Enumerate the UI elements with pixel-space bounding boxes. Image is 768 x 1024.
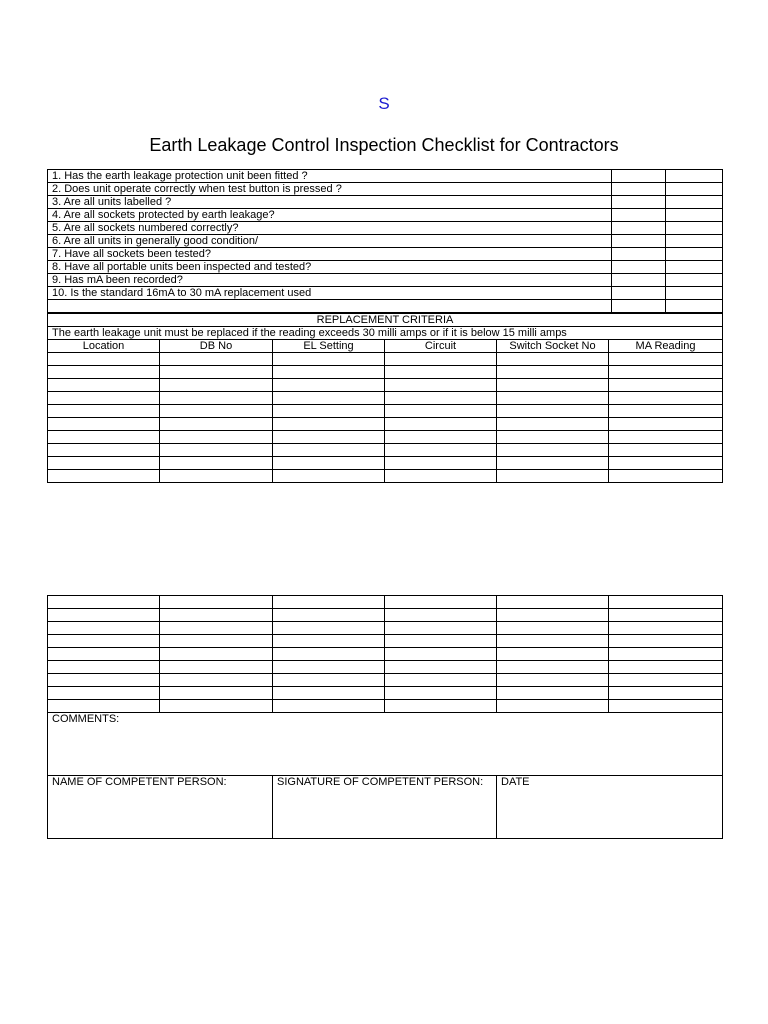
reading-cell[interactable]	[160, 648, 273, 661]
reading-cell[interactable]	[273, 379, 385, 392]
readings-continuation-table	[47, 595, 723, 839]
reading-cell[interactable]	[497, 700, 609, 713]
reading-cell[interactable]	[48, 470, 160, 483]
reading-cell[interactable]	[385, 379, 497, 392]
reading-cell[interactable]	[497, 635, 609, 648]
checklist-no-cell[interactable]	[666, 183, 723, 196]
checklist-yes-cell[interactable]	[612, 209, 666, 222]
checklist-question: 5. Are all sockets numbered correctly?	[48, 222, 612, 235]
checklist-question: 6. Are all units in generally good condition/	[48, 235, 612, 248]
reading-cell[interactable]	[273, 609, 385, 622]
reading-cell[interactable]	[609, 700, 723, 713]
reading-cell[interactable]	[609, 418, 723, 431]
table-row	[48, 405, 723, 418]
reading-cell[interactable]	[48, 418, 160, 431]
reading-cell[interactable]	[497, 470, 609, 483]
replacement-criteria-heading: REPLACEMENT CRITERIA	[48, 314, 723, 327]
reading-cell[interactable]	[385, 635, 497, 648]
table-row	[48, 379, 723, 392]
reading-cell[interactable]	[609, 635, 723, 648]
sign-off-row	[48, 776, 723, 839]
checklist-row	[48, 287, 723, 300]
reading-cell[interactable]	[273, 431, 385, 444]
reading-cell[interactable]	[385, 431, 497, 444]
checklist-row	[48, 300, 723, 313]
reading-cell[interactable]	[609, 661, 723, 674]
table-row	[48, 687, 723, 700]
reading-cell[interactable]	[497, 418, 609, 431]
reading-cell[interactable]	[497, 431, 609, 444]
reading-cell[interactable]	[48, 379, 160, 392]
checklist-no-cell[interactable]	[666, 209, 723, 222]
reading-cell[interactable]	[385, 700, 497, 713]
table-row	[48, 635, 723, 648]
date-label: DATE	[501, 776, 530, 788]
checklist-no-cell[interactable]	[666, 248, 723, 261]
reading-cell[interactable]	[48, 609, 160, 622]
reading-cell[interactable]	[160, 392, 273, 405]
reading-cell[interactable]	[609, 596, 723, 609]
checklist-question: 9. Has mA been recorded?	[48, 274, 612, 287]
checklist-row	[48, 209, 723, 222]
table-row	[48, 661, 723, 674]
table-row	[48, 392, 723, 405]
reading-cell[interactable]	[385, 470, 497, 483]
reading-cell[interactable]	[160, 431, 273, 444]
reading-cell[interactable]	[609, 648, 723, 661]
reading-cell[interactable]	[273, 405, 385, 418]
readings-table	[47, 313, 723, 483]
competent-person-signature-label: SIGNATURE OF COMPETENT PERSON:	[277, 776, 484, 788]
competent-person-name-field[interactable]	[48, 776, 273, 839]
reading-cell[interactable]	[48, 405, 160, 418]
reading-cell[interactable]	[385, 609, 497, 622]
reading-cell[interactable]	[385, 353, 497, 366]
checklist-question: 1. Has the earth leakage protection unit been fitted ?	[48, 170, 612, 183]
table-row	[48, 444, 723, 457]
checklist-row	[48, 183, 723, 196]
checklist-yes-cell[interactable]	[612, 248, 666, 261]
reading-cell[interactable]	[497, 687, 609, 700]
reading-cell[interactable]	[609, 687, 723, 700]
reading-cell[interactable]	[385, 661, 497, 674]
reading-cell[interactable]	[160, 609, 273, 622]
comments-row	[48, 713, 723, 776]
checklist-no-cell[interactable]	[666, 222, 723, 235]
checklist-row	[48, 248, 723, 261]
reading-cell[interactable]	[160, 418, 273, 431]
reading-cell[interactable]	[497, 457, 609, 470]
column-header: Circuit	[385, 340, 497, 353]
checklist-no-cell[interactable]	[666, 235, 723, 248]
reading-cell[interactable]	[497, 596, 609, 609]
reading-cell[interactable]	[385, 674, 497, 687]
checklist-question	[48, 300, 612, 313]
reading-cell[interactable]	[48, 700, 160, 713]
reading-cell[interactable]	[273, 418, 385, 431]
reading-cell[interactable]	[160, 353, 273, 366]
column-header: MA Reading	[609, 340, 723, 353]
reading-cell[interactable]	[609, 353, 723, 366]
reading-cell[interactable]	[48, 431, 160, 444]
checklist-no-cell[interactable]	[666, 196, 723, 209]
reading-cell[interactable]	[497, 366, 609, 379]
reading-cell[interactable]	[497, 609, 609, 622]
reading-cell[interactable]	[273, 457, 385, 470]
checklist-no-cell[interactable]	[666, 274, 723, 287]
reading-cell[interactable]	[385, 444, 497, 457]
reading-cell[interactable]	[609, 622, 723, 635]
reading-cell[interactable]	[48, 353, 160, 366]
reading-cell[interactable]	[609, 379, 723, 392]
comments-label: COMMENTS:	[52, 713, 120, 725]
column-header: Switch Socket No	[497, 340, 609, 353]
reading-cell[interactable]	[160, 687, 273, 700]
reading-cell[interactable]	[609, 431, 723, 444]
reading-cell[interactable]	[48, 596, 160, 609]
reading-cell[interactable]	[48, 661, 160, 674]
reading-cell[interactable]	[609, 444, 723, 457]
reading-cell[interactable]	[273, 635, 385, 648]
checklist-question: 7. Have all sockets been tested?	[48, 248, 612, 261]
reading-cell[interactable]	[385, 366, 497, 379]
reading-cell[interactable]	[160, 379, 273, 392]
table-row	[48, 609, 723, 622]
reading-cell[interactable]	[497, 622, 609, 635]
checklist-yes-cell[interactable]	[612, 196, 666, 209]
reading-cell[interactable]	[609, 674, 723, 687]
reading-cell[interactable]	[160, 596, 273, 609]
competent-person-signature-field[interactable]	[273, 776, 497, 839]
reading-cell[interactable]	[160, 635, 273, 648]
page-title: Earth Leakage Control Inspection Checklist for Contractors	[149, 135, 619, 155]
reading-cell[interactable]	[273, 700, 385, 713]
table-row	[48, 596, 723, 609]
table-row	[48, 622, 723, 635]
reading-cell[interactable]	[160, 674, 273, 687]
reading-cell[interactable]	[609, 366, 723, 379]
reading-cell[interactable]	[385, 596, 497, 609]
reading-cell[interactable]	[385, 622, 497, 635]
reading-cell[interactable]	[48, 444, 160, 457]
checklist-yes-cell[interactable]	[612, 235, 666, 248]
checklist-row	[48, 222, 723, 235]
checklist-row	[48, 261, 723, 274]
checklist-table	[47, 169, 723, 313]
table-row	[48, 470, 723, 483]
reading-cell[interactable]	[273, 622, 385, 635]
reading-cell[interactable]	[160, 661, 273, 674]
checklist-question: 4. Are all sockets protected by earth leakage?	[48, 209, 612, 222]
reading-cell[interactable]	[273, 661, 385, 674]
table-row	[48, 353, 723, 366]
reading-cell[interactable]	[273, 648, 385, 661]
checklist-question: 10. Is the standard 16mA to 30 mA replacement used	[48, 287, 612, 300]
reading-cell[interactable]	[385, 648, 497, 661]
column-header: Location	[48, 340, 160, 353]
checklist-question: 2. Does unit operate correctly when test button is pressed ?	[48, 183, 612, 196]
table-row	[48, 648, 723, 661]
reading-cell[interactable]	[385, 392, 497, 405]
reading-cell[interactable]	[497, 392, 609, 405]
reading-cell[interactable]	[273, 687, 385, 700]
reading-cell[interactable]	[497, 648, 609, 661]
checklist-row	[48, 235, 723, 248]
competent-person-name-label: NAME OF COMPETENT PERSON:	[52, 776, 227, 788]
reading-cell[interactable]	[273, 596, 385, 609]
reading-cell[interactable]	[497, 353, 609, 366]
reading-cell[interactable]	[48, 622, 160, 635]
reading-cell[interactable]	[273, 444, 385, 457]
reading-cell[interactable]	[385, 418, 497, 431]
reading-cell[interactable]	[48, 635, 160, 648]
reading-cell[interactable]	[609, 470, 723, 483]
table-row	[48, 366, 723, 379]
table-row	[48, 700, 723, 713]
checklist-row	[48, 274, 723, 287]
reading-cell[interactable]	[497, 405, 609, 418]
checklist-no-cell[interactable]	[666, 287, 723, 300]
reading-cell[interactable]	[497, 444, 609, 457]
reading-cell[interactable]	[609, 405, 723, 418]
column-header-row	[48, 340, 723, 353]
replacement-heading-row	[48, 314, 723, 327]
reading-cell[interactable]	[273, 392, 385, 405]
checklist-yes-cell[interactable]	[612, 261, 666, 274]
checklist-question: 3. Are all units labelled ?	[48, 196, 612, 209]
checklist-yes-cell[interactable]	[612, 222, 666, 235]
reading-cell[interactable]	[273, 470, 385, 483]
column-header: DB No	[160, 340, 273, 353]
reading-cell[interactable]	[273, 366, 385, 379]
reading-cell[interactable]	[273, 674, 385, 687]
checklist-yes-cell[interactable]	[612, 300, 666, 313]
reading-cell[interactable]	[609, 457, 723, 470]
comments-field[interactable]	[48, 713, 723, 776]
table-row	[48, 431, 723, 444]
reading-cell[interactable]	[48, 674, 160, 687]
checklist-yes-cell[interactable]	[612, 170, 666, 183]
reading-cell[interactable]	[160, 700, 273, 713]
table-row	[48, 457, 723, 470]
company-logo: S	[378, 94, 390, 113]
reading-cell[interactable]	[48, 648, 160, 661]
reading-cell[interactable]	[160, 444, 273, 457]
checklist-yes-cell[interactable]	[612, 274, 666, 287]
reading-cell[interactable]	[385, 687, 497, 700]
reading-cell[interactable]	[48, 687, 160, 700]
replacement-note-row	[48, 327, 723, 340]
reading-cell[interactable]	[385, 405, 497, 418]
reading-cell[interactable]	[497, 661, 609, 674]
replacement-criteria-note: The earth leakage unit must be replaced if the reading exceeds 30 milli amps or if it is below 15 milli amps	[48, 327, 723, 340]
reading-cell[interactable]	[160, 622, 273, 635]
table-row	[48, 674, 723, 687]
reading-cell[interactable]	[48, 366, 160, 379]
checklist-row	[48, 196, 723, 209]
reading-cell[interactable]	[385, 457, 497, 470]
checklist-question: 8. Have all portable units been inspected and tested?	[48, 261, 612, 274]
reading-cell[interactable]	[160, 366, 273, 379]
checklist-no-cell[interactable]	[666, 170, 723, 183]
checklist-yes-cell[interactable]	[612, 183, 666, 196]
reading-cell[interactable]	[48, 457, 160, 470]
reading-cell[interactable]	[497, 674, 609, 687]
column-header: EL Setting	[273, 340, 385, 353]
reading-cell[interactable]	[48, 392, 160, 405]
reading-cell[interactable]	[160, 470, 273, 483]
checklist-no-cell[interactable]	[666, 261, 723, 274]
reading-cell[interactable]	[160, 457, 273, 470]
date-field[interactable]	[497, 776, 723, 839]
reading-cell[interactable]	[609, 392, 723, 405]
checklist-row	[48, 170, 723, 183]
checklist-no-cell[interactable]	[666, 300, 723, 313]
reading-cell[interactable]	[273, 353, 385, 366]
checklist-yes-cell[interactable]	[612, 287, 666, 300]
reading-cell[interactable]	[609, 609, 723, 622]
reading-cell[interactable]	[497, 379, 609, 392]
reading-cell[interactable]	[160, 405, 273, 418]
table-row	[48, 418, 723, 431]
